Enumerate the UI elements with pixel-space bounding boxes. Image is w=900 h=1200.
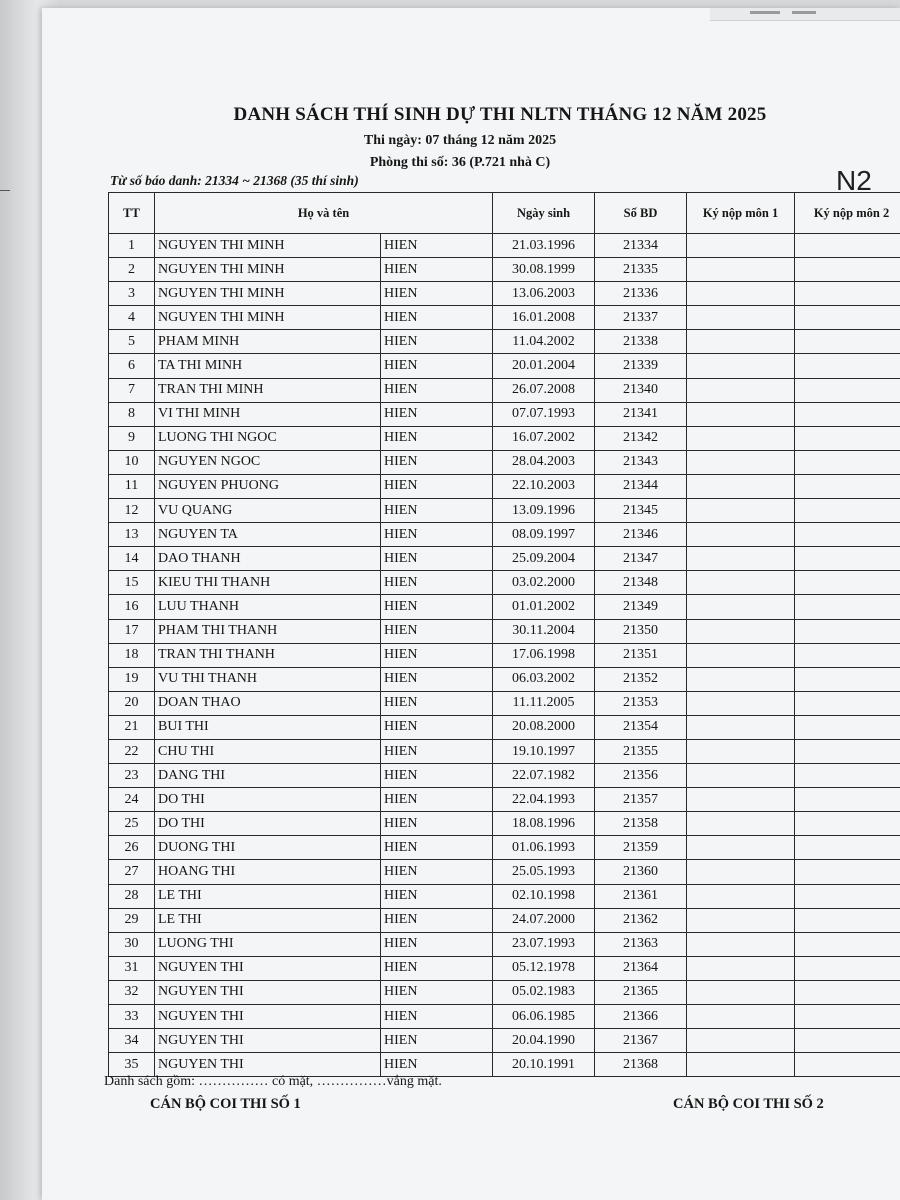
- given-name-cell: HIEN: [381, 619, 493, 643]
- given-name-cell: HIEN: [381, 860, 493, 884]
- row-number: 15: [109, 571, 155, 595]
- birth-date-cell: 06.03.2002: [493, 667, 595, 691]
- candidate-number-cell: 21359: [595, 836, 687, 860]
- surname-cell: VU THI THANH: [155, 667, 381, 691]
- signature-1-cell: [687, 764, 795, 788]
- surname-cell: LUU THANH: [155, 595, 381, 619]
- row-number: 33: [109, 1005, 155, 1029]
- candidate-number-cell: 21335: [595, 258, 687, 282]
- surname-cell: NGUYEN THI: [155, 980, 381, 1004]
- given-name-cell: HIEN: [381, 354, 493, 378]
- birth-date-cell: 20.08.2000: [493, 715, 595, 739]
- given-name-cell: HIEN: [381, 571, 493, 595]
- given-name-cell: HIEN: [381, 764, 493, 788]
- row-number: 19: [109, 667, 155, 691]
- surname-cell: NGUYEN THI MINH: [155, 258, 381, 282]
- candidate-number-cell: 21362: [595, 908, 687, 932]
- row-number: 30: [109, 932, 155, 956]
- table-row: [109, 788, 900, 812]
- top-paper-strip: [710, 8, 900, 21]
- signature-1-cell: [687, 354, 795, 378]
- given-name-cell: HIEN: [381, 908, 493, 932]
- signature-1-cell: [687, 619, 795, 643]
- row-number: 13: [109, 523, 155, 547]
- proctor-1-label: CÁN BỘ COI THI SỐ 1: [150, 1096, 301, 1112]
- surname-cell: LE THI: [155, 884, 381, 908]
- birth-date-cell: 22.10.2003: [493, 474, 595, 498]
- attendance-summary: Danh sách gồm: …………… có mặt, ……………vắng mặt.: [104, 1074, 442, 1089]
- candidate-number-cell: 21351: [595, 643, 687, 667]
- table-row: [109, 450, 900, 474]
- signature-2-cell: [795, 715, 900, 739]
- table-header-row: [109, 193, 900, 234]
- signature-1-cell: [687, 547, 795, 571]
- signature-2-cell: [795, 836, 900, 860]
- given-name-cell: HIEN: [381, 450, 493, 474]
- table-row: [109, 378, 900, 402]
- table-row: [109, 258, 900, 282]
- signature-1-cell: [687, 932, 795, 956]
- birth-date-cell: 20.04.1990: [493, 1029, 595, 1053]
- surname-cell: VI THI MINH: [155, 402, 381, 426]
- signature-1-cell: [687, 812, 795, 836]
- table-row: [109, 643, 900, 667]
- surname-cell: DO THI: [155, 788, 381, 812]
- signature-1-cell: [687, 571, 795, 595]
- signature-2-cell: [795, 234, 900, 258]
- table-row: [109, 956, 900, 980]
- signature-1-cell: [687, 595, 795, 619]
- signature-2-cell: [795, 739, 900, 763]
- candidate-number-cell: 21347: [595, 547, 687, 571]
- signature-1-cell: [687, 667, 795, 691]
- table-row: [109, 860, 900, 884]
- signature-1-cell: [687, 788, 795, 812]
- given-name-cell: HIEN: [381, 523, 493, 547]
- signature-2-cell: [795, 426, 900, 450]
- candidate-number-cell: 21339: [595, 354, 687, 378]
- table-row: [109, 402, 900, 426]
- signature-2-cell: [795, 282, 900, 306]
- row-number: 8: [109, 402, 155, 426]
- signature-2-cell: [795, 474, 900, 498]
- candidate-number-cell: 21368: [595, 1053, 687, 1077]
- signature-1-cell: [687, 980, 795, 1004]
- signature-2-cell: [795, 402, 900, 426]
- given-name-cell: HIEN: [381, 739, 493, 763]
- signature-1-cell: [687, 330, 795, 354]
- candidate-number-cell: 21342: [595, 426, 687, 450]
- birth-date-cell: 23.07.1993: [493, 932, 595, 956]
- birth-date-cell: 22.07.1982: [493, 764, 595, 788]
- given-name-cell: HIEN: [381, 258, 493, 282]
- surname-cell: NGUYEN THI: [155, 1029, 381, 1053]
- birth-date-cell: 05.12.1978: [493, 956, 595, 980]
- signature-1-cell: [687, 1005, 795, 1029]
- candidate-number-cell: 21355: [595, 739, 687, 763]
- surname-cell: NGUYEN THI: [155, 1053, 381, 1077]
- signature-2-cell: [795, 860, 900, 884]
- given-name-cell: HIEN: [381, 956, 493, 980]
- signature-2-cell: [795, 643, 900, 667]
- signature-2-cell: [795, 571, 900, 595]
- signature-2-cell: [795, 595, 900, 619]
- table-row: [109, 691, 900, 715]
- candidate-number-cell: 21341: [595, 402, 687, 426]
- signature-1-cell: [687, 474, 795, 498]
- surname-cell: NGUYEN PHUONG: [155, 474, 381, 498]
- row-number: 3: [109, 282, 155, 306]
- surname-cell: NGUYEN THI MINH: [155, 234, 381, 258]
- given-name-cell: HIEN: [381, 667, 493, 691]
- surname-cell: KIEU THI THANH: [155, 571, 381, 595]
- surname-cell: DO THI: [155, 812, 381, 836]
- given-name-cell: HIEN: [381, 282, 493, 306]
- surname-cell: HOANG THI: [155, 860, 381, 884]
- birth-date-cell: 01.01.2002: [493, 595, 595, 619]
- candidate-number-cell: 21353: [595, 691, 687, 715]
- birth-date-cell: 07.07.1993: [493, 402, 595, 426]
- candidate-table: [108, 192, 900, 1077]
- surname-cell: PHAM MINH: [155, 330, 381, 354]
- header-dob: Ngày sinh: [493, 193, 595, 234]
- signature-1-cell: [687, 908, 795, 932]
- candidate-number-cell: 21364: [595, 956, 687, 980]
- signature-1-cell: [687, 884, 795, 908]
- signature-1-cell: [687, 282, 795, 306]
- signature-1-cell: [687, 1029, 795, 1053]
- table-row: [109, 547, 900, 571]
- table-row: [109, 932, 900, 956]
- given-name-cell: HIEN: [381, 836, 493, 860]
- surname-cell: NGUYEN THI: [155, 956, 381, 980]
- signature-1-cell: [687, 836, 795, 860]
- surname-cell: NGUYEN NGOC: [155, 450, 381, 474]
- surname-cell: LE THI: [155, 908, 381, 932]
- given-name-cell: HIEN: [381, 306, 493, 330]
- birth-date-cell: 20.01.2004: [493, 354, 595, 378]
- table-row: [109, 330, 900, 354]
- birth-date-cell: 03.02.2000: [493, 571, 595, 595]
- table-row: [109, 764, 900, 788]
- row-number: 29: [109, 908, 155, 932]
- surname-cell: DUONG THI: [155, 836, 381, 860]
- table-row: [109, 884, 900, 908]
- candidate-number-cell: 21343: [595, 450, 687, 474]
- signature-1-cell: [687, 499, 795, 523]
- signature-2-cell: [795, 667, 900, 691]
- given-name-cell: HIEN: [381, 499, 493, 523]
- birth-date-cell: 25.09.2004: [493, 547, 595, 571]
- proctor-2-label: CÁN BỘ COI THI SỐ 2: [673, 1096, 824, 1112]
- table-row: [109, 523, 900, 547]
- signature-1-cell: [687, 715, 795, 739]
- signature-2-cell: [795, 884, 900, 908]
- signature-1-cell: [687, 523, 795, 547]
- candidate-number-cell: 21338: [595, 330, 687, 354]
- birth-date-cell: 11.04.2002: [493, 330, 595, 354]
- table-row: [109, 354, 900, 378]
- given-name-cell: HIEN: [381, 234, 493, 258]
- row-number: 31: [109, 956, 155, 980]
- signature-1-cell: [687, 426, 795, 450]
- signature-1-cell: [687, 258, 795, 282]
- surname-cell: PHAM THI THANH: [155, 619, 381, 643]
- given-name-cell: HIEN: [381, 474, 493, 498]
- row-number: 12: [109, 499, 155, 523]
- signature-2-cell: [795, 378, 900, 402]
- signature-1-cell: [687, 402, 795, 426]
- candidate-range: Từ số báo danh: 21334 ~ 21368 (35 thí sinh): [110, 173, 359, 188]
- given-name-cell: HIEN: [381, 1053, 493, 1077]
- surname-cell: DAO THANH: [155, 547, 381, 571]
- signature-2-cell: [795, 812, 900, 836]
- given-name-cell: HIEN: [381, 378, 493, 402]
- surname-cell: NGUYEN THI MINH: [155, 306, 381, 330]
- table-row: [109, 667, 900, 691]
- given-name-cell: HIEN: [381, 1029, 493, 1053]
- candidate-number-cell: 21337: [595, 306, 687, 330]
- header-sign2: Ký nộp môn 2: [795, 193, 900, 234]
- row-number: 2: [109, 258, 155, 282]
- row-number: 18: [109, 643, 155, 667]
- birth-date-cell: 01.06.1993: [493, 836, 595, 860]
- table-row: [109, 908, 900, 932]
- row-number: 17: [109, 619, 155, 643]
- signature-2-cell: [795, 354, 900, 378]
- given-name-cell: HIEN: [381, 547, 493, 571]
- table-body: [109, 234, 900, 1077]
- birth-date-cell: 13.09.1996: [493, 499, 595, 523]
- candidate-number-cell: 21334: [595, 234, 687, 258]
- table-row: [109, 499, 900, 523]
- signature-2-cell: [795, 523, 900, 547]
- signature-2-cell: [795, 1053, 900, 1077]
- birth-date-cell: 17.06.1998: [493, 643, 595, 667]
- table-row: [109, 812, 900, 836]
- birth-date-cell: 19.10.1997: [493, 739, 595, 763]
- birth-date-cell: 13.06.2003: [493, 282, 595, 306]
- row-number: 5: [109, 330, 155, 354]
- row-number: 27: [109, 860, 155, 884]
- birth-date-cell: 25.05.1993: [493, 860, 595, 884]
- room-code: N2: [836, 165, 872, 196]
- candidate-number-cell: 21348: [595, 571, 687, 595]
- signature-1-cell: [687, 860, 795, 884]
- table-row: [109, 282, 900, 306]
- given-name-cell: HIEN: [381, 691, 493, 715]
- signature-2-cell: [795, 619, 900, 643]
- row-number: 25: [109, 812, 155, 836]
- signature-2-cell: [795, 499, 900, 523]
- signature-1-cell: [687, 378, 795, 402]
- candidate-number-cell: 21349: [595, 595, 687, 619]
- signature-2-cell: [795, 788, 900, 812]
- candidate-number-cell: 21352: [595, 667, 687, 691]
- surname-cell: DOAN THAO: [155, 691, 381, 715]
- candidate-number-cell: 21365: [595, 980, 687, 1004]
- birth-date-cell: 30.11.2004: [493, 619, 595, 643]
- row-number: 7: [109, 378, 155, 402]
- birth-date-cell: 28.04.2003: [493, 450, 595, 474]
- signature-2-cell: [795, 306, 900, 330]
- signature-1-cell: [687, 643, 795, 667]
- signature-2-cell: [795, 932, 900, 956]
- candidate-number-cell: 21354: [595, 715, 687, 739]
- candidate-number-cell: 21366: [595, 1005, 687, 1029]
- given-name-cell: HIEN: [381, 980, 493, 1004]
- birth-date-cell: 20.10.1991: [493, 1053, 595, 1077]
- candidate-number-cell: 21363: [595, 932, 687, 956]
- row-number: 6: [109, 354, 155, 378]
- table-row: [109, 234, 900, 258]
- birth-date-cell: 16.01.2008: [493, 306, 595, 330]
- surname-cell: TRAN THI MINH: [155, 378, 381, 402]
- surname-cell: NGUYEN THI MINH: [155, 282, 381, 306]
- surname-cell: NGUYEN TA: [155, 523, 381, 547]
- signature-2-cell: [795, 980, 900, 1004]
- given-name-cell: HIEN: [381, 932, 493, 956]
- birth-date-cell: 05.02.1983: [493, 980, 595, 1004]
- candidate-number-cell: 21345: [595, 499, 687, 523]
- table-row: [109, 715, 900, 739]
- signature-1-cell: [687, 956, 795, 980]
- candidate-number-cell: 21357: [595, 788, 687, 812]
- signature-2-cell: [795, 908, 900, 932]
- birth-date-cell: 11.11.2005: [493, 691, 595, 715]
- signature-2-cell: [795, 547, 900, 571]
- row-number: 24: [109, 788, 155, 812]
- header-tt: TT: [109, 193, 155, 234]
- surname-cell: CHU THI: [155, 739, 381, 763]
- birth-date-cell: 18.08.1996: [493, 812, 595, 836]
- surname-cell: DANG THI: [155, 764, 381, 788]
- candidate-number-cell: 21361: [595, 884, 687, 908]
- birth-date-cell: 24.07.2000: [493, 908, 595, 932]
- row-number: 35: [109, 1053, 155, 1077]
- table-row: [109, 571, 900, 595]
- row-number: 20: [109, 691, 155, 715]
- row-number: 16: [109, 595, 155, 619]
- candidate-number-cell: 21356: [595, 764, 687, 788]
- table-row: [109, 1005, 900, 1029]
- signature-1-cell: [687, 739, 795, 763]
- document-title: DANH SÁCH THÍ SINH DỰ THI NLTN THÁNG 12 NĂM 2025: [233, 104, 767, 125]
- birth-date-cell: 30.08.1999: [493, 258, 595, 282]
- surname-cell: LUONG THI: [155, 932, 381, 956]
- header-sbd: Số BD: [595, 193, 687, 234]
- given-name-cell: HIEN: [381, 788, 493, 812]
- candidate-number-cell: 21350: [595, 619, 687, 643]
- signature-1-cell: [687, 1053, 795, 1077]
- given-name-cell: HIEN: [381, 402, 493, 426]
- candidate-number-cell: 21346: [595, 523, 687, 547]
- signature-2-cell: [795, 1029, 900, 1053]
- signature-2-cell: [795, 1005, 900, 1029]
- signature-2-cell: [795, 450, 900, 474]
- candidate-number-cell: 21358: [595, 812, 687, 836]
- given-name-cell: HIEN: [381, 812, 493, 836]
- signature-1-cell: [687, 691, 795, 715]
- surname-cell: NGUYEN THI: [155, 1005, 381, 1029]
- table-row: [109, 619, 900, 643]
- signature-2-cell: [795, 258, 900, 282]
- row-number: 11: [109, 474, 155, 498]
- candidate-number-cell: 21360: [595, 860, 687, 884]
- header-name: Họ và tên: [155, 193, 493, 234]
- given-name-cell: HIEN: [381, 884, 493, 908]
- birth-date-cell: 21.03.1996: [493, 234, 595, 258]
- table-row: [109, 595, 900, 619]
- signature-2-cell: [795, 330, 900, 354]
- exam-room: Phòng thi số: 36 (P.721 nhà C): [369, 155, 551, 170]
- given-name-cell: HIEN: [381, 330, 493, 354]
- row-number: 1: [109, 234, 155, 258]
- table-row: [109, 739, 900, 763]
- table-row: [109, 306, 900, 330]
- row-number: 14: [109, 547, 155, 571]
- candidate-number-cell: 21344: [595, 474, 687, 498]
- row-number: 32: [109, 980, 155, 1004]
- row-number: 22: [109, 739, 155, 763]
- row-number: 34: [109, 1029, 155, 1053]
- row-number: 10: [109, 450, 155, 474]
- birth-date-cell: 08.09.1997: [493, 523, 595, 547]
- signature-2-cell: [795, 956, 900, 980]
- candidate-number-cell: 21340: [595, 378, 687, 402]
- given-name-cell: HIEN: [381, 643, 493, 667]
- row-number: 21: [109, 715, 155, 739]
- row-number: 4: [109, 306, 155, 330]
- birth-date-cell: 26.07.2008: [493, 378, 595, 402]
- signature-2-cell: [795, 764, 900, 788]
- given-name-cell: HIEN: [381, 595, 493, 619]
- birth-date-cell: 02.10.1998: [493, 884, 595, 908]
- surname-cell: LUONG THI NGOC: [155, 426, 381, 450]
- row-number: 9: [109, 426, 155, 450]
- underlying-sheet-mark: [0, 190, 10, 191]
- birth-date-cell: 22.04.1993: [493, 788, 595, 812]
- given-name-cell: HIEN: [381, 715, 493, 739]
- birth-date-cell: 06.06.1985: [493, 1005, 595, 1029]
- signature-1-cell: [687, 306, 795, 330]
- surname-cell: VU QUANG: [155, 499, 381, 523]
- signature-1-cell: [687, 234, 795, 258]
- table-row: [109, 980, 900, 1004]
- row-number: 23: [109, 764, 155, 788]
- candidate-number-cell: 21336: [595, 282, 687, 306]
- surname-cell: TRAN THI THANH: [155, 643, 381, 667]
- table-row: [109, 474, 900, 498]
- given-name-cell: HIEN: [381, 426, 493, 450]
- surname-cell: BUI THI: [155, 715, 381, 739]
- row-number: 28: [109, 884, 155, 908]
- given-name-cell: HIEN: [381, 1005, 493, 1029]
- birth-date-cell: 16.07.2002: [493, 426, 595, 450]
- row-number: 26: [109, 836, 155, 860]
- signature-1-cell: [687, 450, 795, 474]
- header-sign1: Ký nộp môn 1: [687, 193, 795, 234]
- table-row: [109, 426, 900, 450]
- signature-2-cell: [795, 691, 900, 715]
- table-row: [109, 1029, 900, 1053]
- exam-date: Thi ngày: 07 tháng 12 năm 2025: [363, 133, 557, 148]
- surname-cell: TA THI MINH: [155, 354, 381, 378]
- table-row: [109, 836, 900, 860]
- candidate-number-cell: 21367: [595, 1029, 687, 1053]
